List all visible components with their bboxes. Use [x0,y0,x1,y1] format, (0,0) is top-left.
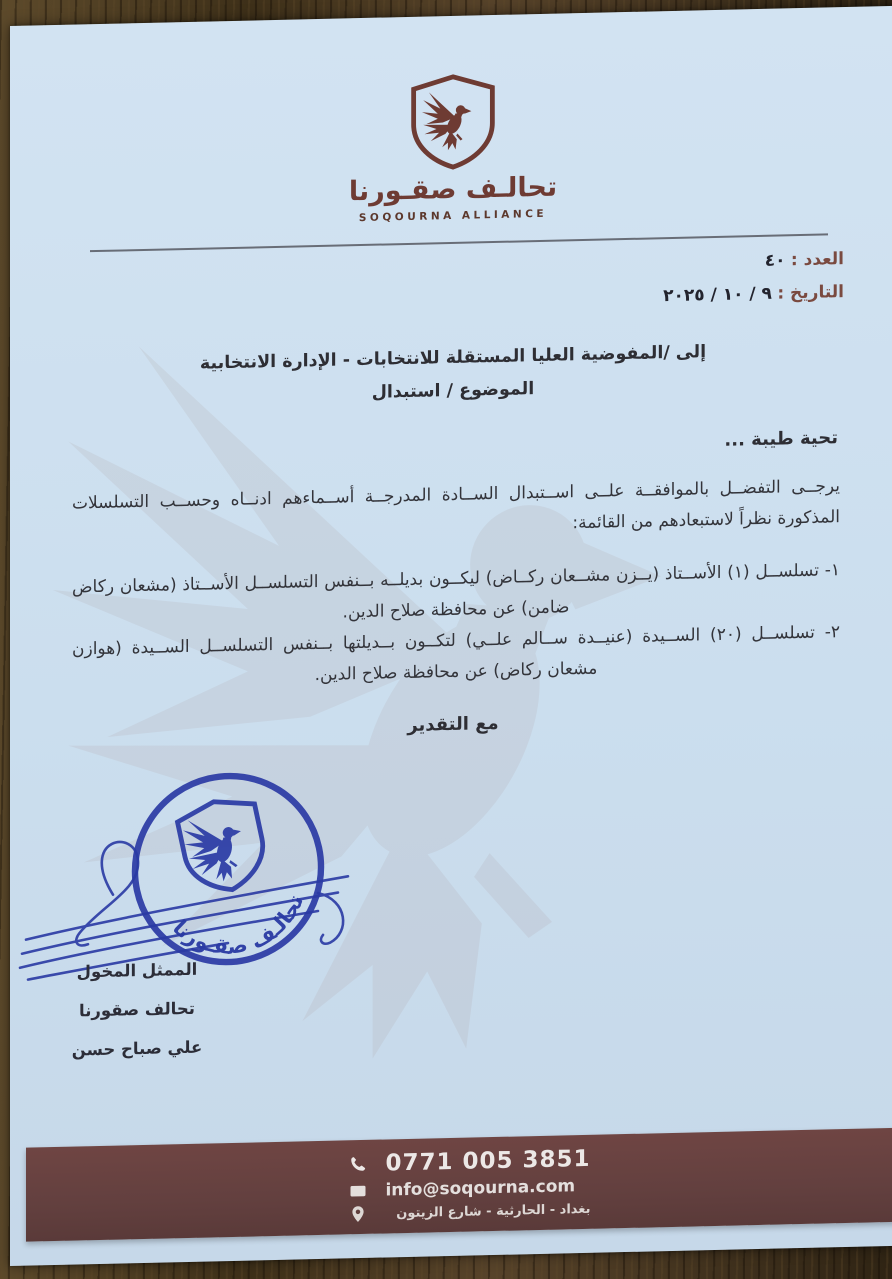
date-label: التاريخ : [777,282,844,304]
footer-email: info@soqourna.com [385,1176,576,1201]
signatory-title: الممثل المخول [76,959,198,982]
item-1: ١- تسلســل (١) الأســتاذ (يــزن مشــعان ركــاض) ليكــون بديلــه بــنفس التسلســل الأســتاذ (مشعان ركاض ضامن) عن محافظة صلاح الدين. [72,560,840,622]
alliance-logo-icon [405,73,501,171]
number-label: العدد : [790,249,844,271]
footer-contact-grid [345,1146,590,1224]
letter-meta [663,243,844,313]
signature-block [42,949,232,1070]
footer-phone: 0771 005 3851 [385,1145,591,1177]
org-name-arabic: تحالـف صقـورنا [348,171,558,208]
closing-phrase: مع التقدير [407,712,499,736]
org-name-english: SOQOURNA ALLIANCE [358,207,548,225]
item-2: ٢- تسلســل (٢٠) الســيدة (عنيــدة ســالم علــي) لتكــون بــديلتها بــنفس التسلســل الســيدة (هوازن مشعان ركاض) عن محافظة صلاح الدين. [72,622,840,685]
letterhead [10,64,892,232]
letter-number-row [663,243,844,280]
addressee-block [50,333,856,417]
date-value-handwritten: ٩ / ١٠ / ٢٠٢٥ [663,283,772,307]
signatory-name: علي صباح حسن [71,1037,203,1060]
location-pin-icon [349,1205,367,1223]
number-value-handwritten: ٤٠ [764,250,786,271]
signatory-org: تحالف صقورنا [79,998,195,1021]
footer-contact-bar [26,1128,892,1242]
footer-address: بغداد - الحارثية - شارع الزيتون [396,1201,591,1221]
stamp-text: تحالـف صقـورنا [168,891,309,959]
email-icon [349,1182,367,1200]
letter-date-row [663,276,844,313]
body-paragraph: يرجــى التفضــل بالموافقــة علــى اســتبدال الســادة المدرجــة أســماءهم ادنــاه وحســب التسلسلات المذكورة نظراً لاستبعادهم من القائمة: [72,476,840,534]
phone-icon [349,1155,367,1173]
addressee-line: إلى /المفوضية العليا المستقلة للانتخابات - الإدارة الانتخابية [199,342,707,374]
subject-line: الموضوع / استبدال [371,379,535,403]
greeting: تحية طيبة ... [724,427,838,451]
letter-paper [10,6,892,1266]
replacement-items [72,555,840,696]
